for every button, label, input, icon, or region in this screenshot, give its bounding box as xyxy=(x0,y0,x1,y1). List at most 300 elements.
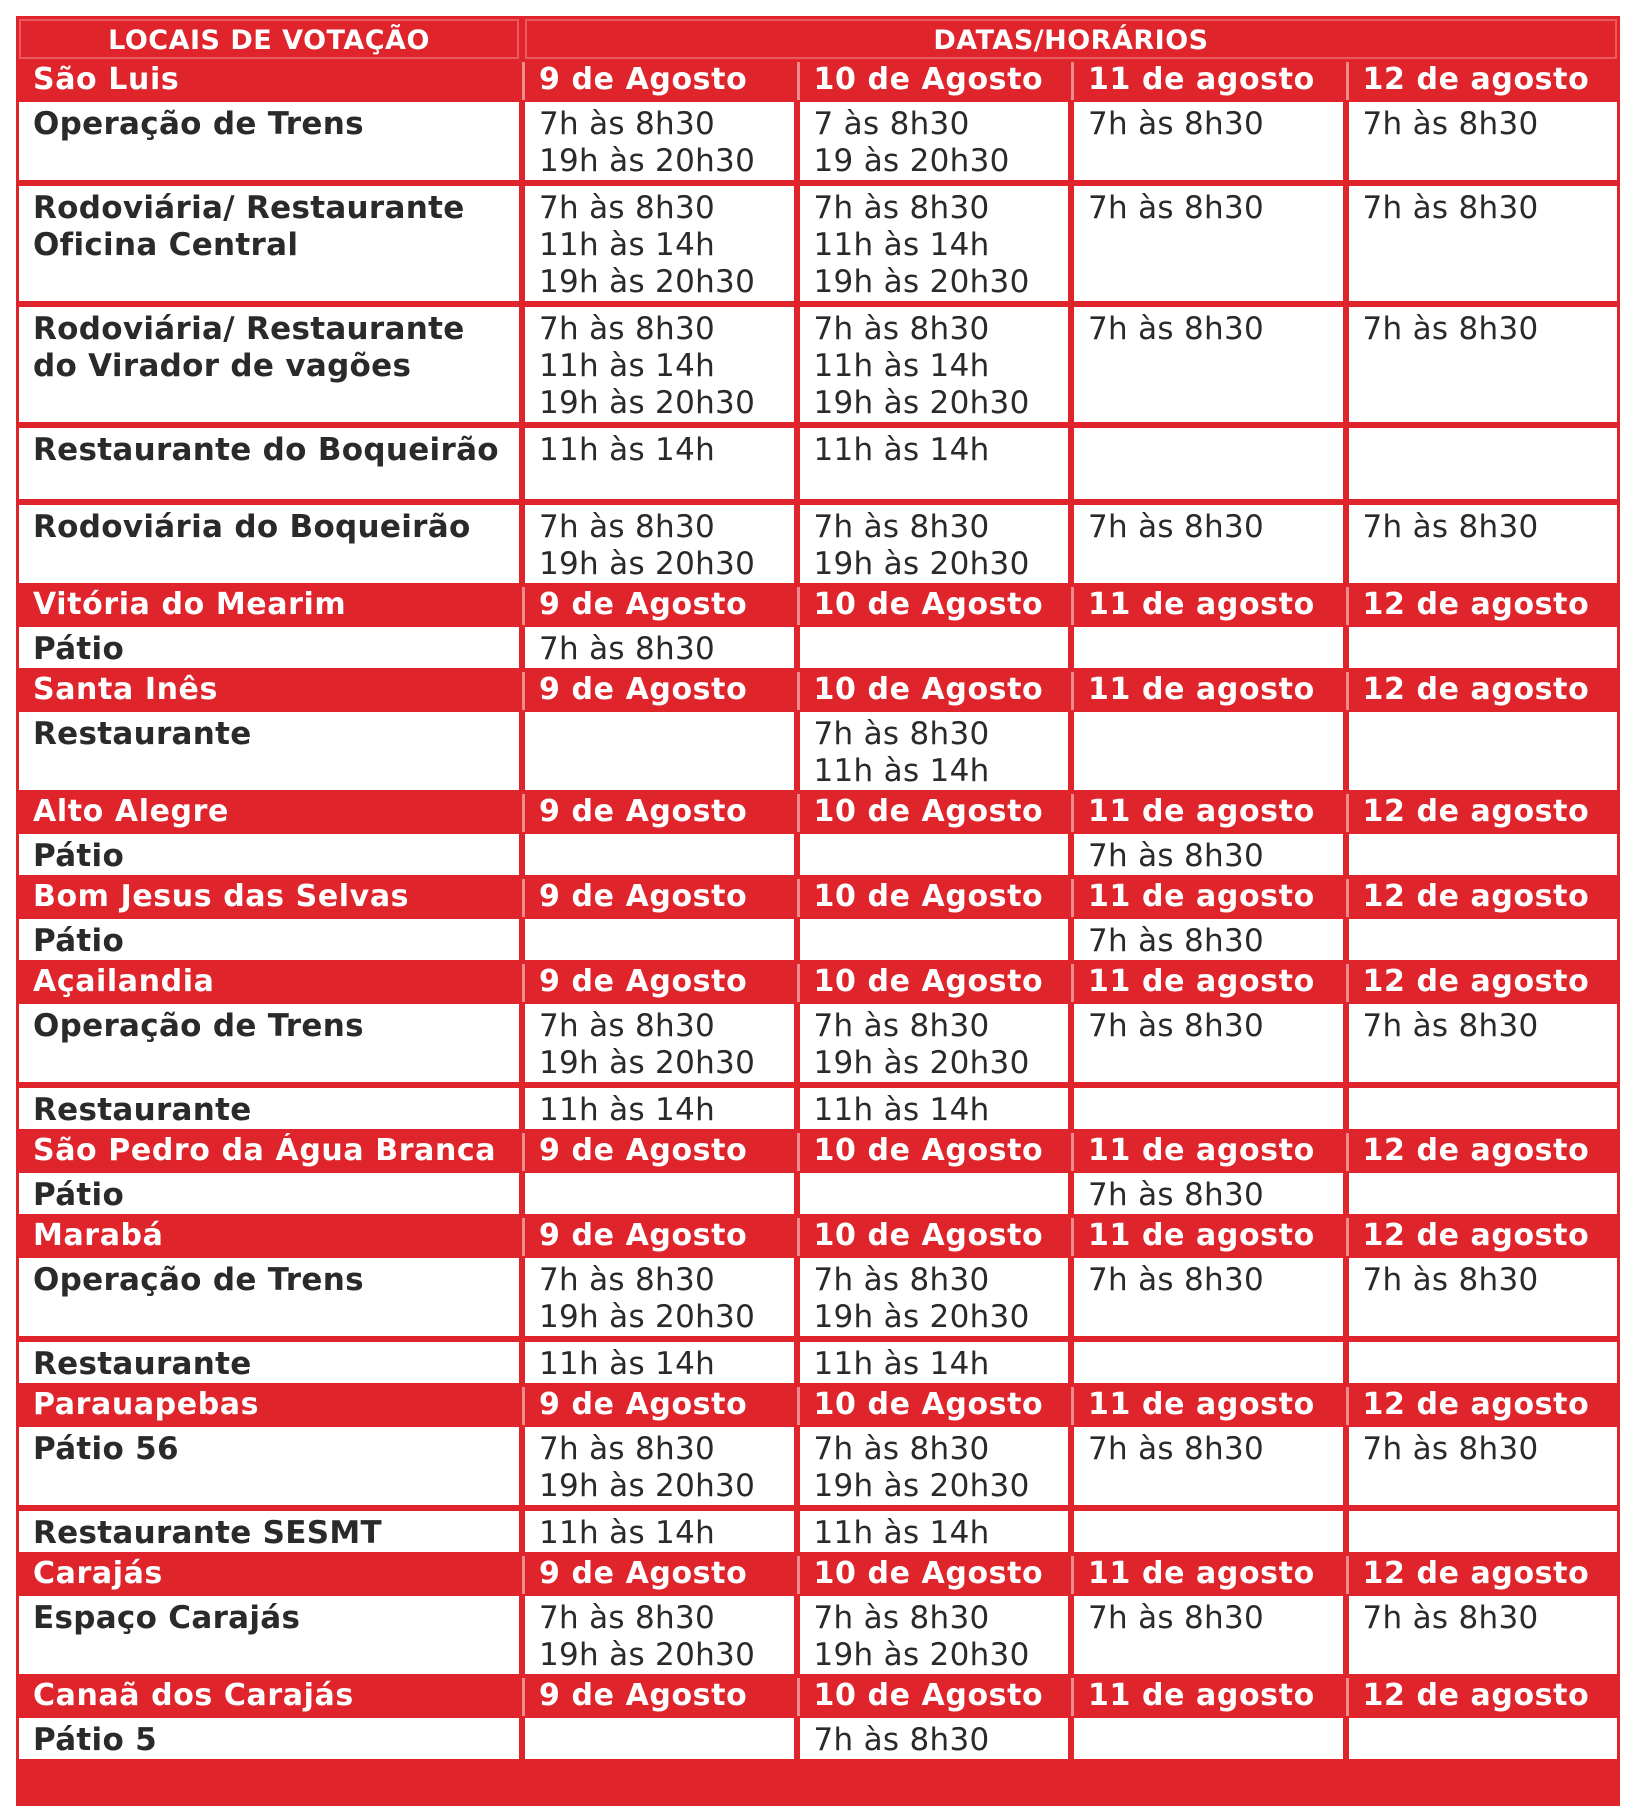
table-row xyxy=(16,184,1620,305)
date-label: 9 de Agosto xyxy=(525,1387,794,1422)
time-cell xyxy=(522,305,797,426)
table-row xyxy=(16,917,1620,964)
date-label: 9 de Agosto xyxy=(525,672,794,707)
date-label: 12 de agosto xyxy=(1349,964,1618,999)
time-cell xyxy=(522,1509,797,1556)
time-cell xyxy=(522,100,797,184)
city-name: Açailandia xyxy=(19,964,519,1002)
time-cell xyxy=(522,1002,797,1086)
time-cell xyxy=(797,1340,1072,1387)
date-cell xyxy=(1346,1556,1621,1594)
city-cell xyxy=(16,1678,522,1716)
date-cell xyxy=(522,1218,797,1256)
time-cell xyxy=(522,625,797,672)
place-name: Pátio xyxy=(19,834,519,875)
table-row xyxy=(16,1716,1620,1763)
date-label: 9 de Agosto xyxy=(525,794,794,829)
date-cell xyxy=(1071,587,1346,625)
date-label: 9 de Agosto xyxy=(525,1218,794,1253)
city-name: Bom Jesus das Selvas xyxy=(19,879,519,917)
city-cell xyxy=(16,879,522,917)
voting-schedule xyxy=(16,16,1620,1806)
city-cell xyxy=(16,1133,522,1171)
date-label: 11 de agosto xyxy=(1074,879,1343,914)
time-slots: 7h às 8h30 19h às 20h30 xyxy=(800,1427,1069,1505)
time-slots: 7h às 8h30 xyxy=(1074,1173,1343,1214)
time-cell xyxy=(1346,100,1621,184)
time-cell xyxy=(522,1171,797,1218)
date-cell xyxy=(797,794,1072,832)
date-label: 12 de agosto xyxy=(1349,879,1618,914)
place-cell xyxy=(16,1002,522,1086)
city-cell xyxy=(16,1218,522,1256)
time-cell xyxy=(1346,305,1621,426)
time-cell xyxy=(797,1509,1072,1556)
time-slots: 7h às 8h30 19h às 20h30 xyxy=(800,1004,1069,1082)
time-cell xyxy=(1071,625,1346,672)
date-label: 12 de agosto xyxy=(1349,1218,1618,1253)
time-cell xyxy=(522,832,797,879)
city-name: São Luis xyxy=(19,62,519,100)
time-slots: 11h às 14h xyxy=(800,1342,1069,1383)
place-name: Pátio xyxy=(19,1173,519,1214)
date-label: 11 de agosto xyxy=(1074,794,1343,829)
time-cell xyxy=(797,184,1072,305)
place-name: Restaurante xyxy=(19,712,519,790)
time-slots: 7h às 8h30 xyxy=(1349,1427,1618,1505)
time-slots: 7h às 8h30 xyxy=(1349,307,1618,422)
date-label: 12 de agosto xyxy=(1349,672,1618,707)
city-header-row xyxy=(16,587,1620,625)
date-cell xyxy=(1346,672,1621,710)
time-slots: 7h às 8h30 xyxy=(1074,1427,1343,1505)
date-label: 9 de Agosto xyxy=(525,879,794,914)
place-cell xyxy=(16,1509,522,1556)
date-label: 11 de agosto xyxy=(1074,1387,1343,1422)
time-slots: 7h às 8h30 xyxy=(1349,505,1618,583)
time-cell xyxy=(522,503,797,587)
time-cell xyxy=(1071,305,1346,426)
time-slots: 7h às 8h30 xyxy=(1074,186,1343,301)
time-slots: 7h às 8h30 xyxy=(1349,186,1618,301)
time-slots: 11h às 14h xyxy=(800,428,1069,499)
time-slots: 7h às 8h30 19h às 20h30 xyxy=(525,1596,794,1674)
city-header-row xyxy=(16,1556,1620,1594)
date-label: 12 de agosto xyxy=(1349,587,1618,622)
time-cell xyxy=(1071,1171,1346,1218)
date-cell xyxy=(522,879,797,917)
city-cell xyxy=(16,964,522,1002)
date-label: 10 de Agosto xyxy=(800,587,1069,622)
date-label: 10 de Agosto xyxy=(800,1556,1069,1591)
time-cell xyxy=(1071,917,1346,964)
time-slots: 7h às 8h30 xyxy=(525,627,794,668)
date-cell xyxy=(1346,62,1621,100)
date-label: 12 de agosto xyxy=(1349,1678,1618,1713)
place-cell xyxy=(16,184,522,305)
time-slots: 7h às 8h30 xyxy=(1074,1258,1343,1336)
time-cell xyxy=(797,1716,1072,1763)
time-slots: 11h às 14h xyxy=(525,1511,794,1552)
time-slots xyxy=(1349,1173,1618,1214)
date-label: 11 de agosto xyxy=(1074,1556,1343,1591)
time-cell xyxy=(1346,503,1621,587)
date-label: 10 de Agosto xyxy=(800,1387,1069,1422)
time-cell xyxy=(1346,1594,1621,1678)
date-cell xyxy=(797,964,1072,1002)
time-cell xyxy=(522,1594,797,1678)
time-cell xyxy=(1071,1425,1346,1509)
place-cell xyxy=(16,503,522,587)
table-row xyxy=(16,625,1620,672)
time-slots: 7h às 8h30 xyxy=(1074,307,1343,422)
time-cell xyxy=(1071,1594,1346,1678)
place-name: Pátio xyxy=(19,627,519,668)
date-label: 9 de Agosto xyxy=(525,1556,794,1591)
city-header-row xyxy=(16,672,1620,710)
time-slots xyxy=(525,834,794,875)
time-cell xyxy=(1346,1256,1621,1340)
date-label: 12 de agosto xyxy=(1349,62,1618,97)
city-header-row xyxy=(16,1678,1620,1716)
time-cell xyxy=(1346,1171,1621,1218)
time-cell xyxy=(1071,1086,1346,1133)
city-header-row xyxy=(16,1133,1620,1171)
time-slots: 7h às 8h30 11h às 14h 19h às 20h30 xyxy=(800,186,1069,301)
place-name: Restaurante SESMT xyxy=(19,1511,519,1552)
time-slots xyxy=(1074,428,1343,499)
time-cell xyxy=(1346,426,1621,503)
time-slots: 7h às 8h30 19h às 20h30 xyxy=(525,505,794,583)
time-slots: 7h às 8h30 xyxy=(1349,1596,1618,1674)
date-cell xyxy=(797,1133,1072,1171)
time-slots: 7h às 8h30 11h às 14h xyxy=(800,712,1069,790)
time-slots xyxy=(1349,1088,1618,1129)
date-cell xyxy=(1071,879,1346,917)
time-slots: 11h às 14h xyxy=(525,428,794,499)
time-cell xyxy=(797,100,1072,184)
place-name: Operação de Trens xyxy=(19,1258,519,1336)
time-cell xyxy=(797,426,1072,503)
date-label: 11 de agosto xyxy=(1074,1678,1343,1713)
time-cell xyxy=(1346,1340,1621,1387)
date-label: 11 de agosto xyxy=(1074,62,1343,97)
place-name: Espaço Carajás xyxy=(19,1596,519,1674)
date-cell xyxy=(522,794,797,832)
date-cell xyxy=(522,62,797,100)
time-cell xyxy=(1346,710,1621,794)
date-cell xyxy=(1071,1678,1346,1716)
date-label: 10 de Agosto xyxy=(800,1678,1069,1713)
time-slots: 11h às 14h xyxy=(800,1088,1069,1129)
time-slots xyxy=(1074,1342,1343,1383)
time-slots: 7h às 8h30 xyxy=(1074,834,1343,875)
date-cell xyxy=(797,62,1072,100)
time-slots: 7h às 8h30 xyxy=(1074,1004,1343,1082)
time-slots: 11h às 14h xyxy=(525,1342,794,1383)
place-cell xyxy=(16,305,522,426)
time-slots xyxy=(1349,919,1618,960)
table-row xyxy=(16,1594,1620,1678)
place-cell xyxy=(16,1594,522,1678)
city-cell xyxy=(16,587,522,625)
date-cell xyxy=(1346,794,1621,832)
place-cell xyxy=(16,917,522,964)
time-slots: 7h às 8h30 xyxy=(1349,1004,1618,1082)
place-cell xyxy=(16,1340,522,1387)
time-cell xyxy=(797,1594,1072,1678)
time-slots: 7h às 8h30 19h às 20h30 xyxy=(800,505,1069,583)
date-label: 10 de Agosto xyxy=(800,794,1069,829)
date-cell xyxy=(1071,62,1346,100)
time-cell xyxy=(522,1086,797,1133)
time-slots xyxy=(1349,712,1618,790)
time-slots xyxy=(800,834,1069,875)
time-slots: 11h às 14h xyxy=(800,1511,1069,1552)
place-name: Operação de Trens xyxy=(19,1004,519,1082)
date-label: 10 de Agosto xyxy=(800,62,1069,97)
time-slots: 7h às 8h30 19h às 20h30 xyxy=(800,1258,1069,1336)
table-row xyxy=(16,1256,1620,1340)
table-row xyxy=(16,1171,1620,1218)
time-cell xyxy=(1346,917,1621,964)
time-slots xyxy=(525,712,794,790)
time-slots xyxy=(1349,834,1618,875)
place-name: Operação de Trens xyxy=(19,102,519,180)
city-name: Vitória do Mearim xyxy=(19,587,519,625)
time-slots: 7h às 8h30 19h às 20h30 xyxy=(525,102,794,180)
place-name: Restaurante xyxy=(19,1088,519,1129)
date-cell xyxy=(1071,794,1346,832)
table-row xyxy=(16,710,1620,794)
time-slots xyxy=(525,919,794,960)
time-cell xyxy=(522,1256,797,1340)
time-cell xyxy=(1071,1256,1346,1340)
time-slots xyxy=(1349,428,1618,499)
table-row xyxy=(16,832,1620,879)
date-cell xyxy=(1346,964,1621,1002)
time-cell xyxy=(797,305,1072,426)
date-cell xyxy=(797,587,1072,625)
time-slots: 11h às 14h xyxy=(525,1088,794,1129)
time-cell xyxy=(1346,1425,1621,1509)
dates-header-cell xyxy=(522,16,1620,62)
city-name: Santa Inês xyxy=(19,672,519,710)
city-name: Marabá xyxy=(19,1218,519,1256)
date-cell xyxy=(1346,1218,1621,1256)
date-cell xyxy=(522,1387,797,1425)
time-slots: 7h às 8h30 11h às 14h 19h às 20h30 xyxy=(525,186,794,301)
date-label: 11 de agosto xyxy=(1074,672,1343,707)
place-cell xyxy=(16,1256,522,1340)
time-slots: 7h às 8h30 xyxy=(800,1718,1069,1759)
table-body xyxy=(16,16,1620,1763)
date-label: 12 de agosto xyxy=(1349,1387,1618,1422)
locations-header-cell xyxy=(16,16,522,62)
date-label: 9 de Agosto xyxy=(525,62,794,97)
table-row xyxy=(16,1340,1620,1387)
place-cell xyxy=(16,710,522,794)
table-row xyxy=(16,1509,1620,1556)
time-slots: 7h às 8h30 19h às 20h30 xyxy=(525,1004,794,1082)
date-cell xyxy=(1346,587,1621,625)
date-cell xyxy=(522,1133,797,1171)
date-cell xyxy=(522,672,797,710)
place-name: Restaurante do Boqueirão xyxy=(19,428,519,499)
table-row xyxy=(16,426,1620,503)
time-cell xyxy=(1071,503,1346,587)
time-cell xyxy=(1346,832,1621,879)
place-name: Pátio 56 xyxy=(19,1427,519,1505)
date-label: 10 de Agosto xyxy=(800,964,1069,999)
date-label: 10 de Agosto xyxy=(800,879,1069,914)
time-slots xyxy=(525,1173,794,1214)
city-header-row xyxy=(16,964,1620,1002)
date-cell xyxy=(522,1556,797,1594)
table-row xyxy=(16,305,1620,426)
time-slots: 7h às 8h30 xyxy=(1074,505,1343,583)
time-slots xyxy=(1074,1088,1343,1129)
dates-header: DATAS/HORÁRIOS xyxy=(522,16,1620,62)
time-cell xyxy=(522,917,797,964)
time-cell xyxy=(1346,1086,1621,1133)
table-row xyxy=(16,503,1620,587)
city-name: Canaã dos Carajás xyxy=(19,1678,519,1716)
date-label: 9 de Agosto xyxy=(525,587,794,622)
time-slots xyxy=(525,1718,794,1759)
place-name: Rodoviária do Boqueirão xyxy=(19,505,519,583)
place-cell xyxy=(16,100,522,184)
time-slots: 7h às 8h30 xyxy=(1074,919,1343,960)
table-row xyxy=(16,100,1620,184)
place-cell xyxy=(16,832,522,879)
date-cell xyxy=(1346,1678,1621,1716)
city-cell xyxy=(16,672,522,710)
city-header-row xyxy=(16,879,1620,917)
time-cell xyxy=(797,710,1072,794)
date-cell xyxy=(1071,1387,1346,1425)
date-label: 9 de Agosto xyxy=(525,1678,794,1713)
time-cell xyxy=(522,1340,797,1387)
city-header-row xyxy=(16,62,1620,100)
table-header-row xyxy=(16,16,1620,62)
time-cell xyxy=(797,917,1072,964)
time-cell xyxy=(1346,625,1621,672)
city-name: Parauapebas xyxy=(19,1387,519,1425)
date-cell xyxy=(522,587,797,625)
city-name: Carajás xyxy=(19,1556,519,1594)
time-cell xyxy=(797,1086,1072,1133)
date-label: 9 de Agosto xyxy=(525,964,794,999)
time-slots: 7h às 8h30 19h às 20h30 xyxy=(800,1596,1069,1674)
date-label: 10 de Agosto xyxy=(800,672,1069,707)
table-row xyxy=(16,1086,1620,1133)
date-label: 12 de agosto xyxy=(1349,1556,1618,1591)
city-header-row xyxy=(16,1218,1620,1256)
place-name: Pátio 5 xyxy=(19,1718,519,1759)
time-cell xyxy=(522,1716,797,1763)
time-cell xyxy=(1071,1716,1346,1763)
date-cell xyxy=(1346,1387,1621,1425)
place-cell xyxy=(16,426,522,503)
city-cell xyxy=(16,1387,522,1425)
time-cell xyxy=(1346,1509,1621,1556)
time-slots: 7h às 8h30 xyxy=(1349,102,1618,180)
time-slots: 7h às 8h30 xyxy=(1074,1596,1343,1674)
time-slots xyxy=(800,1173,1069,1214)
date-label: 11 de agosto xyxy=(1074,587,1343,622)
date-cell xyxy=(797,1218,1072,1256)
time-slots: 7h às 8h30 19h às 20h30 xyxy=(525,1258,794,1336)
city-name: Alto Alegre xyxy=(19,794,519,832)
time-slots xyxy=(1349,1718,1618,1759)
time-cell xyxy=(1071,426,1346,503)
time-cell xyxy=(1071,1509,1346,1556)
table-row xyxy=(16,1425,1620,1509)
date-cell xyxy=(522,964,797,1002)
time-cell xyxy=(1071,100,1346,184)
time-cell xyxy=(1346,184,1621,305)
place-cell xyxy=(16,1716,522,1763)
date-cell xyxy=(797,1556,1072,1594)
city-name: São Pedro da Água Branca xyxy=(19,1133,519,1171)
date-cell xyxy=(1071,964,1346,1002)
place-cell xyxy=(16,625,522,672)
place-name: Rodoviária/ Restaurante Oficina Central xyxy=(19,186,519,301)
time-cell xyxy=(797,1171,1072,1218)
time-cell xyxy=(522,1425,797,1509)
date-cell xyxy=(522,1678,797,1716)
date-cell xyxy=(1346,1133,1621,1171)
place-name: Restaurante xyxy=(19,1342,519,1383)
time-cell xyxy=(797,832,1072,879)
time-slots xyxy=(800,919,1069,960)
time-cell xyxy=(1071,1002,1346,1086)
date-label: 10 de Agosto xyxy=(800,1133,1069,1168)
date-cell xyxy=(797,672,1072,710)
place-cell xyxy=(16,1171,522,1218)
time-cell xyxy=(797,1002,1072,1086)
time-slots xyxy=(1349,1342,1618,1383)
place-cell xyxy=(16,1086,522,1133)
time-slots xyxy=(1074,1511,1343,1552)
time-slots: 7h às 8h30 11h às 14h 19h às 20h30 xyxy=(525,307,794,422)
time-slots xyxy=(1074,1718,1343,1759)
time-slots: 7h às 8h30 11h às 14h 19h às 20h30 xyxy=(800,307,1069,422)
date-cell xyxy=(1071,1556,1346,1594)
date-cell xyxy=(1346,879,1621,917)
time-slots: 7h às 8h30 19h às 20h30 xyxy=(525,1427,794,1505)
time-slots: 7 às 8h30 19 às 20h30 xyxy=(800,102,1069,180)
time-slots xyxy=(800,627,1069,668)
date-cell xyxy=(797,1387,1072,1425)
place-name: Pátio xyxy=(19,919,519,960)
date-label: 12 de agosto xyxy=(1349,794,1618,829)
date-label: 12 de agosto xyxy=(1349,1133,1618,1168)
place-name: Rodoviária/ Restaurante do Virador de vagões xyxy=(19,307,519,422)
date-cell xyxy=(1071,1218,1346,1256)
date-cell xyxy=(1071,1133,1346,1171)
time-slots xyxy=(1074,712,1343,790)
locations-header: LOCAIS DE VOTAÇÃO xyxy=(16,16,522,62)
time-cell xyxy=(1071,184,1346,305)
time-cell xyxy=(797,503,1072,587)
time-slots: 7h às 8h30 xyxy=(1349,1258,1618,1336)
date-cell xyxy=(797,1678,1072,1716)
date-cell xyxy=(1071,672,1346,710)
date-label: 11 de agosto xyxy=(1074,1133,1343,1168)
time-slots xyxy=(1349,627,1618,668)
